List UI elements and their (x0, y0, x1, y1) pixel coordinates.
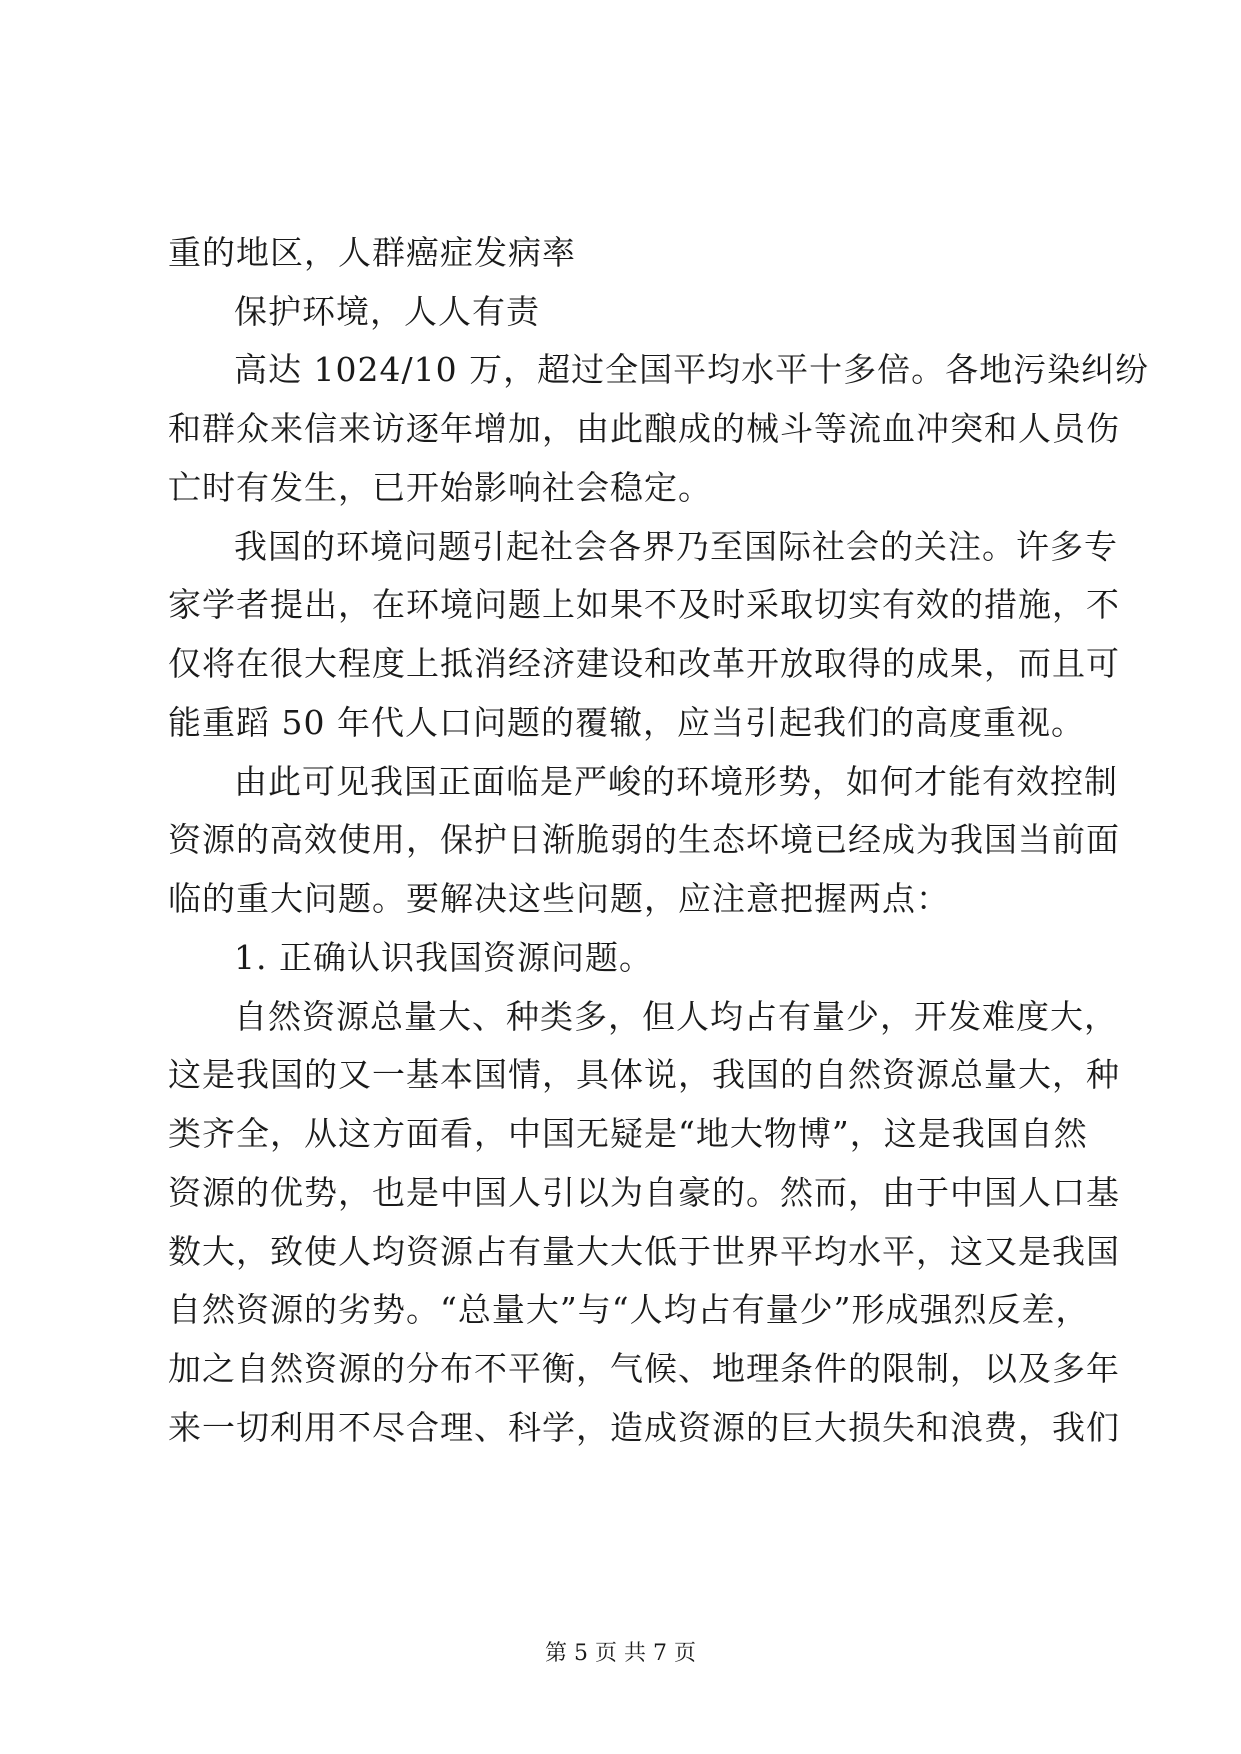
text-line: 亡时有发生，已开始影响社会稳定。 (168, 468, 712, 507)
text-line: 重的地区，人群癌症发病率 (168, 233, 576, 272)
text-line: 自然资源的劣势。“总量大”与“人均占有量少”形成强烈反差， (168, 1290, 1090, 1329)
text-line: 高达 1024/10 万，超过全国平均水平十多倍。各地污染纠纷 (234, 350, 1150, 389)
text-line: 类齐全，从这方面看，中国无疑是“地大物博”，这是我国自然 (168, 1114, 1088, 1153)
text-line: 临的重大问题。要解决这些问题，应注意把握两点： (168, 879, 950, 918)
text-line: 我国的环境问题引起社会各界乃至国际社会的关注。许多专 (234, 527, 1118, 566)
text-line: 由此可见我国正面临是严峻的环境形势，如何才能有效控制 (234, 762, 1118, 801)
page-number-footer: 第 5 页 共 7 页 (545, 1641, 696, 1666)
text-line: 仅将在很大程度上抵消经济建设和改革开放取得的成果，而且可 (168, 644, 1120, 683)
text-line: 数大，致使人均资源占有量大大低于世界平均水平，这又是我国 (168, 1232, 1120, 1271)
text-line: 自然资源总量大、种类多，但人均占有量少，开发难度大， (234, 997, 1118, 1036)
text-line: 这是我国的又一基本国情，具体说，我国的自然资源总量大，种 (168, 1055, 1120, 1094)
text-line: 和群众来信来访逐年增加，由此酿成的械斗等流血冲突和人员伤 (168, 409, 1120, 448)
text-line: 家学者提出，在环境问题上如果不及时采取切实有效的措施，不 (168, 585, 1120, 624)
text-line: 资源的高效使用，保护日渐脆弱的生态坏境已经成为我国当前面 (168, 820, 1120, 859)
text-line: 资源的优势，也是中国人引以为自豪的。然而，由于中国人口基 (168, 1173, 1120, 1212)
list-item: 1. 正确认识我国资源问题。 (234, 938, 653, 977)
text-line: 加之自然资源的分布不平衡，气候、地理条件的限制，以及多年 (168, 1349, 1120, 1388)
heading-line: 保护环境，人人有责 (234, 292, 540, 331)
text-line: 能重蹈 50 年代人口问题的覆辙，应当引起我们的高度重视。 (168, 703, 1085, 742)
text-line: 来一切利用不尽合理、科学，造成资源的巨大损失和浪费，我们 (168, 1408, 1120, 1447)
